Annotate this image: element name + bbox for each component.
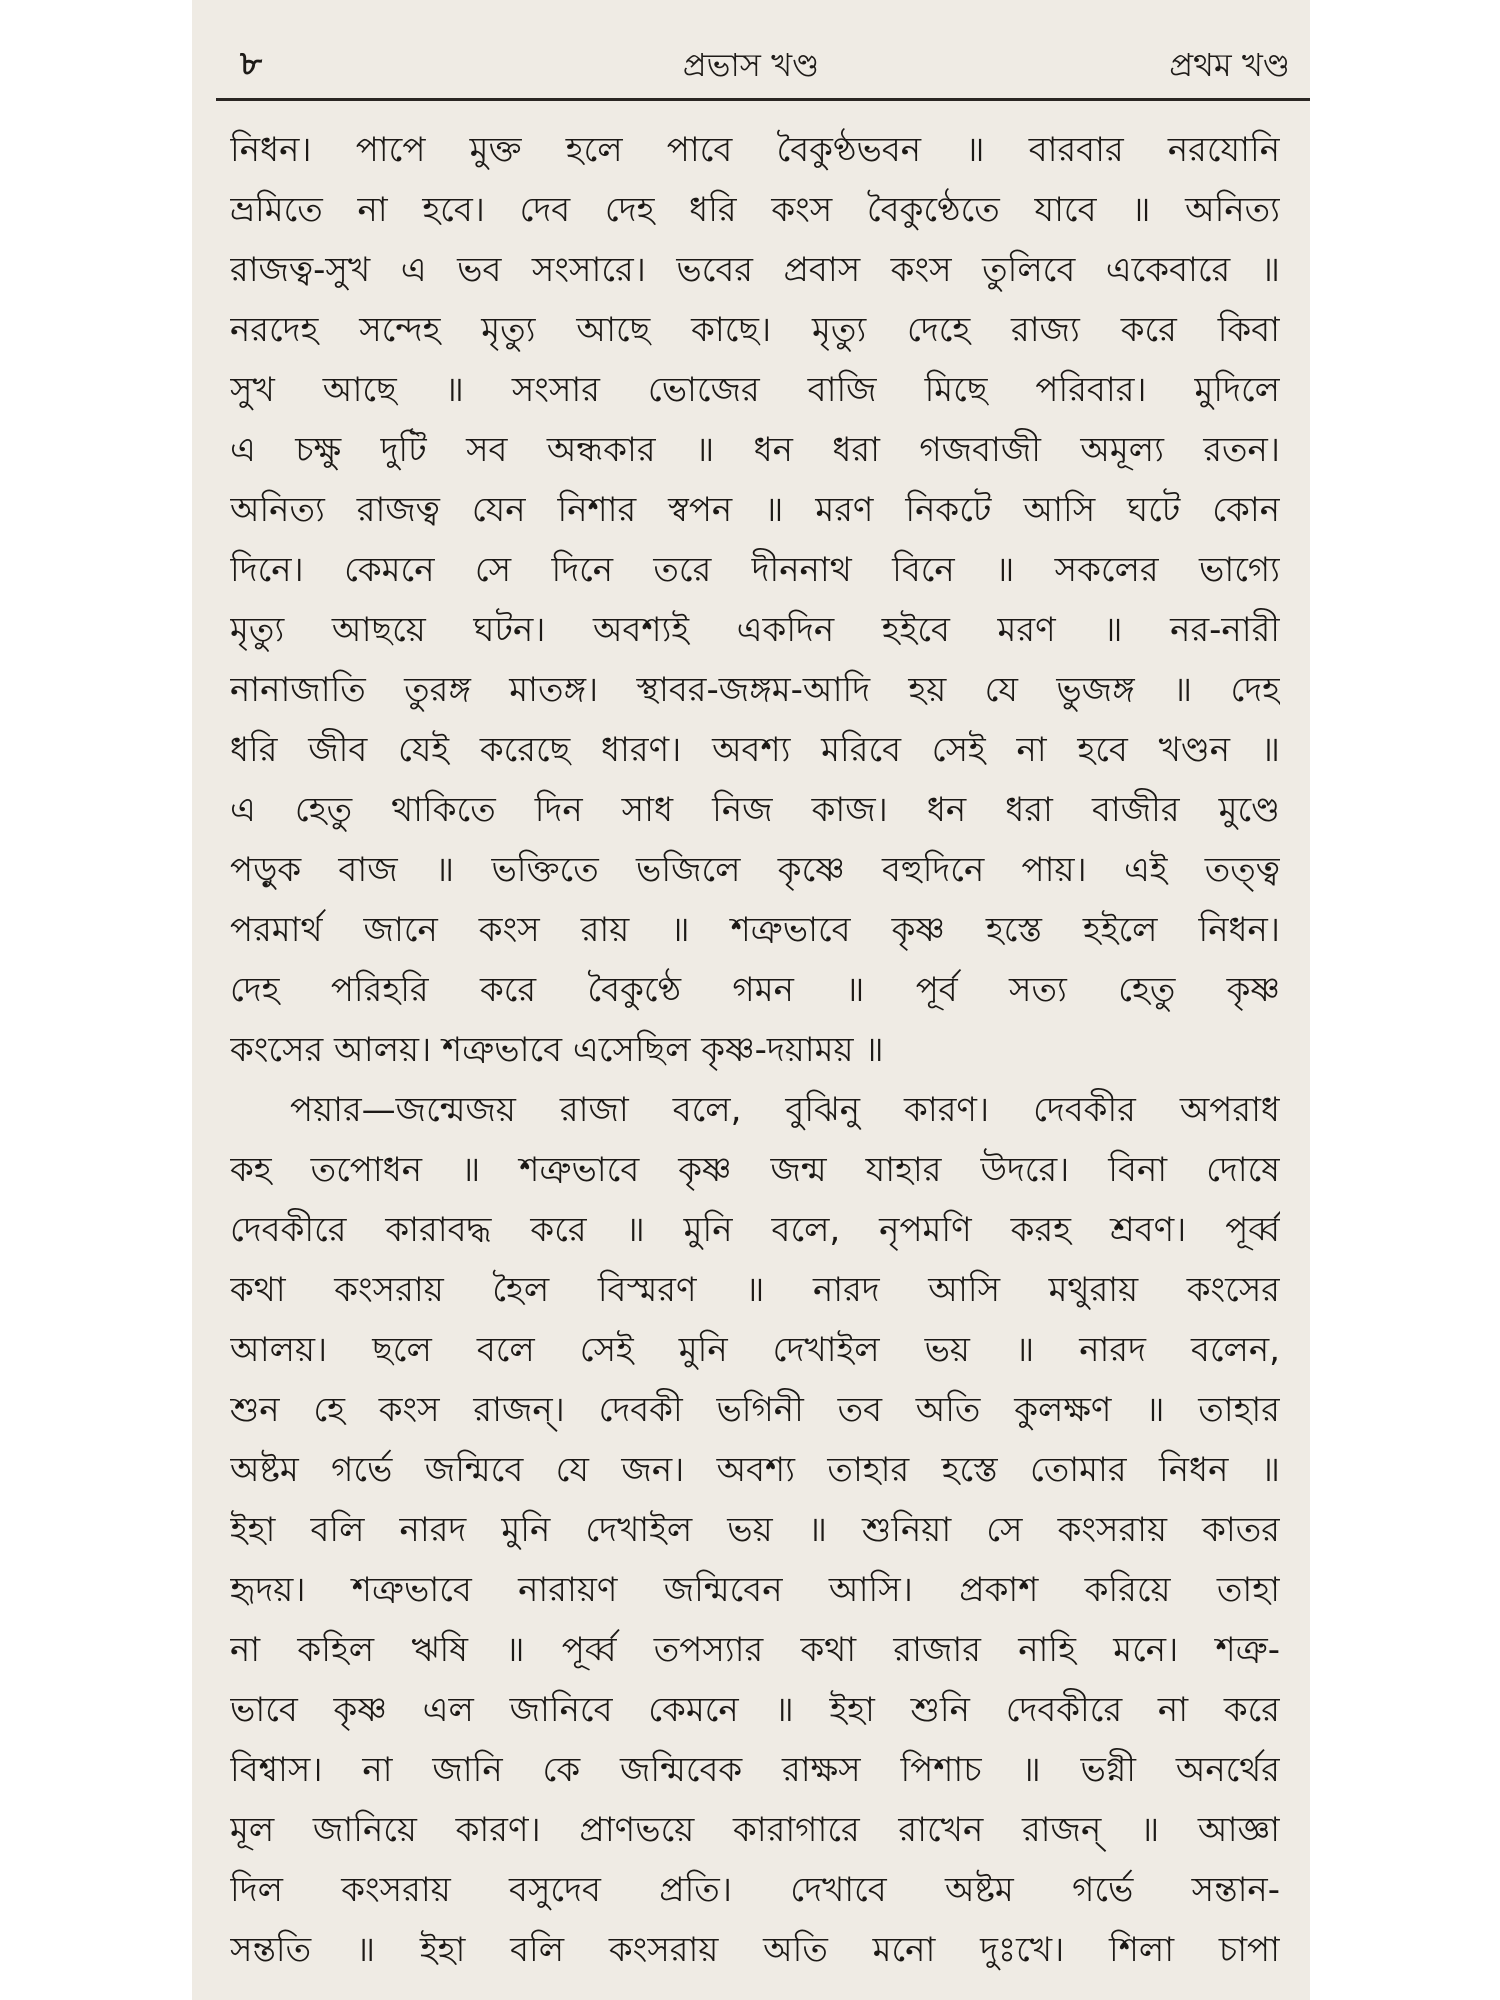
text-line: সন্ততি ॥ ইহা বলি কংসরায় অতি মনো দুঃখে। শিলা চাপা [230,1930,1280,1970]
text-line: বিশ্বাস। না জানি কে জন্মিবেক রাক্ষস পিশাচ ॥ ভগ্নী অনর্থের [230,1750,1280,1790]
text-line: মূল জানিয়ে কারণ। প্রাণভয়ে কারাগারে রাখেন রাজন্ ॥ আজ্ঞা [230,1810,1280,1850]
text-line: নিধন। পাপে মুক্ত হলে পাবে বৈকুণ্ঠভবন ॥ বারবার নরযোনি [230,130,1280,170]
text-line: সুখ আছে ॥ সংসার ভোজের বাজি মিছে পরিবার। মুদিলে [230,370,1280,410]
text-line: অনিত্য রাজত্ব যেন নিশার স্বপন ॥ মরণ নিকটে আসি ঘটে কোন [230,490,1280,530]
text-line: এ হেতু থাকিতে দিন সাধ নিজ কাজ। ধন ধরা বাজীর মুণ্ডে [230,790,1280,830]
text-line: ভ্রমিতে না হবে। দেব দেহ ধরি কংস বৈকুণ্ঠেতে যাবে ॥ অনিত্য [230,190,1280,230]
text-line: কহ তপোধন ॥ শত্রুভাবে কৃষ্ণ জন্ম যাহার উদরে। বিনা দোষে [230,1150,1280,1190]
text-line: না কহিল ঋষি ॥ পূর্ব্ব তপস্যার কথা রাজার নাহি মনে। শত্রু- [230,1630,1280,1670]
text-line: পরমার্থ জানে কংস রায় ॥ শত্রুভাবে কৃষ্ণ হস্তে হইলে নিধন। [230,910,1280,950]
text-line: কথা কংসরায় হৈল বিস্মরণ ॥ নারদ আসি মথুরায় কংসের [230,1270,1280,1310]
text-line: ভাবে কৃষ্ণ এল জানিবে কেমনে ॥ ইহা শুনি দেবকীরে না করে [230,1690,1280,1730]
text-line: দিনে। কেমনে সে দিনে তরে দীননাথ বিনে ॥ সকলের ভাগ্যে [230,550,1280,590]
text-line: কংসের আলয়। শত্রুভাবে এসেছিল কৃষ্ণ-দয়াময় ॥ [230,1030,884,1070]
text-line: নানাজাতি তুরঙ্গ মাতঙ্গ। স্থাবর-জঙ্গম-আদি হয় যে ভুজঙ্গ ॥ দেহ [230,670,1280,710]
running-title: প্রভাস খণ্ড [682,46,820,84]
book-page [192,0,1310,2000]
text-line: আলয়। ছলে বলে সেই মুনি দেখাইল ভয় ॥ নারদ বলেন, [230,1330,1280,1370]
text-line: হৃদয়। শত্রুভাবে নারায়ণ জন্মিবেন আসি। প্রকাশ করিয়ে তাহা [230,1570,1280,1610]
text-line: দেবকীরে কারাবদ্ধ করে ॥ মুনি বলে, নৃপমণি করহ শ্রবণ। পূর্ব্ব [230,1210,1280,1250]
text-line: ধরি জীব যেই করেছে ধারণ। অবশ্য মরিবে সেই না হবে খণ্ডন ॥ [230,730,1280,770]
text-line: অষ্টম গর্ভে জন্মিবে যে জন। অবশ্য তাহার হস্তে তোমার নিধন ॥ [230,1450,1280,1490]
text-line: রাজত্ব-সুখ এ ভব সংসারে। ভবের প্রবাস কংস তুলিবে একেবারে ॥ [230,250,1280,290]
page-number: ৮ [240,44,263,84]
text-line: শুন হে কংস রাজন্। দেবকী ভগিনী তব অতি কুলক্ষণ ॥ তাহার [230,1390,1280,1430]
text-line: দিল কংসরায় বসুদেব প্রতি। দেখাবে অষ্টম গর্ভে সন্তান- [230,1870,1280,1910]
text-line: মৃত্যু আছয়ে ঘটন। অবশ্যই একদিন হইবে মরণ ॥ নর-নারী [230,610,1280,650]
section-title: প্রথম খণ্ড [1169,46,1290,84]
text-line: এ চক্ষু দুটি সব অন্ধকার ॥ ধন ধরা গজবাজী অমূল্য রতন। [230,430,1280,470]
page-header [192,38,1310,98]
body-text [230,120,1280,1980]
text-line: নরদেহ সন্দেহ মৃত্যু আছে কাছে। মৃত্যু দেহে রাজ্য করে কিবা [230,310,1280,350]
text-line: দেহ পরিহরি করে বৈকুণ্ঠে গমন ॥ পূর্ব সত্য হেতু কৃষ্ণ [230,970,1280,1010]
header-rule [216,98,1310,101]
text-line: ইহা বলি নারদ মুনি দেখাইল ভয় ॥ শুনিয়া সে কংসরায় কাতর [230,1510,1280,1550]
text-line: পয়ার—জন্মেজয় রাজা বলে, বুঝিনু কারণ। দেবকীর অপরাধ [290,1090,1280,1130]
text-line: পড়ুক বাজ ॥ ভক্তিতে ভজিলে কৃষ্ণে বহুদিনে পায়। এই তত্ত্ব [230,850,1280,890]
